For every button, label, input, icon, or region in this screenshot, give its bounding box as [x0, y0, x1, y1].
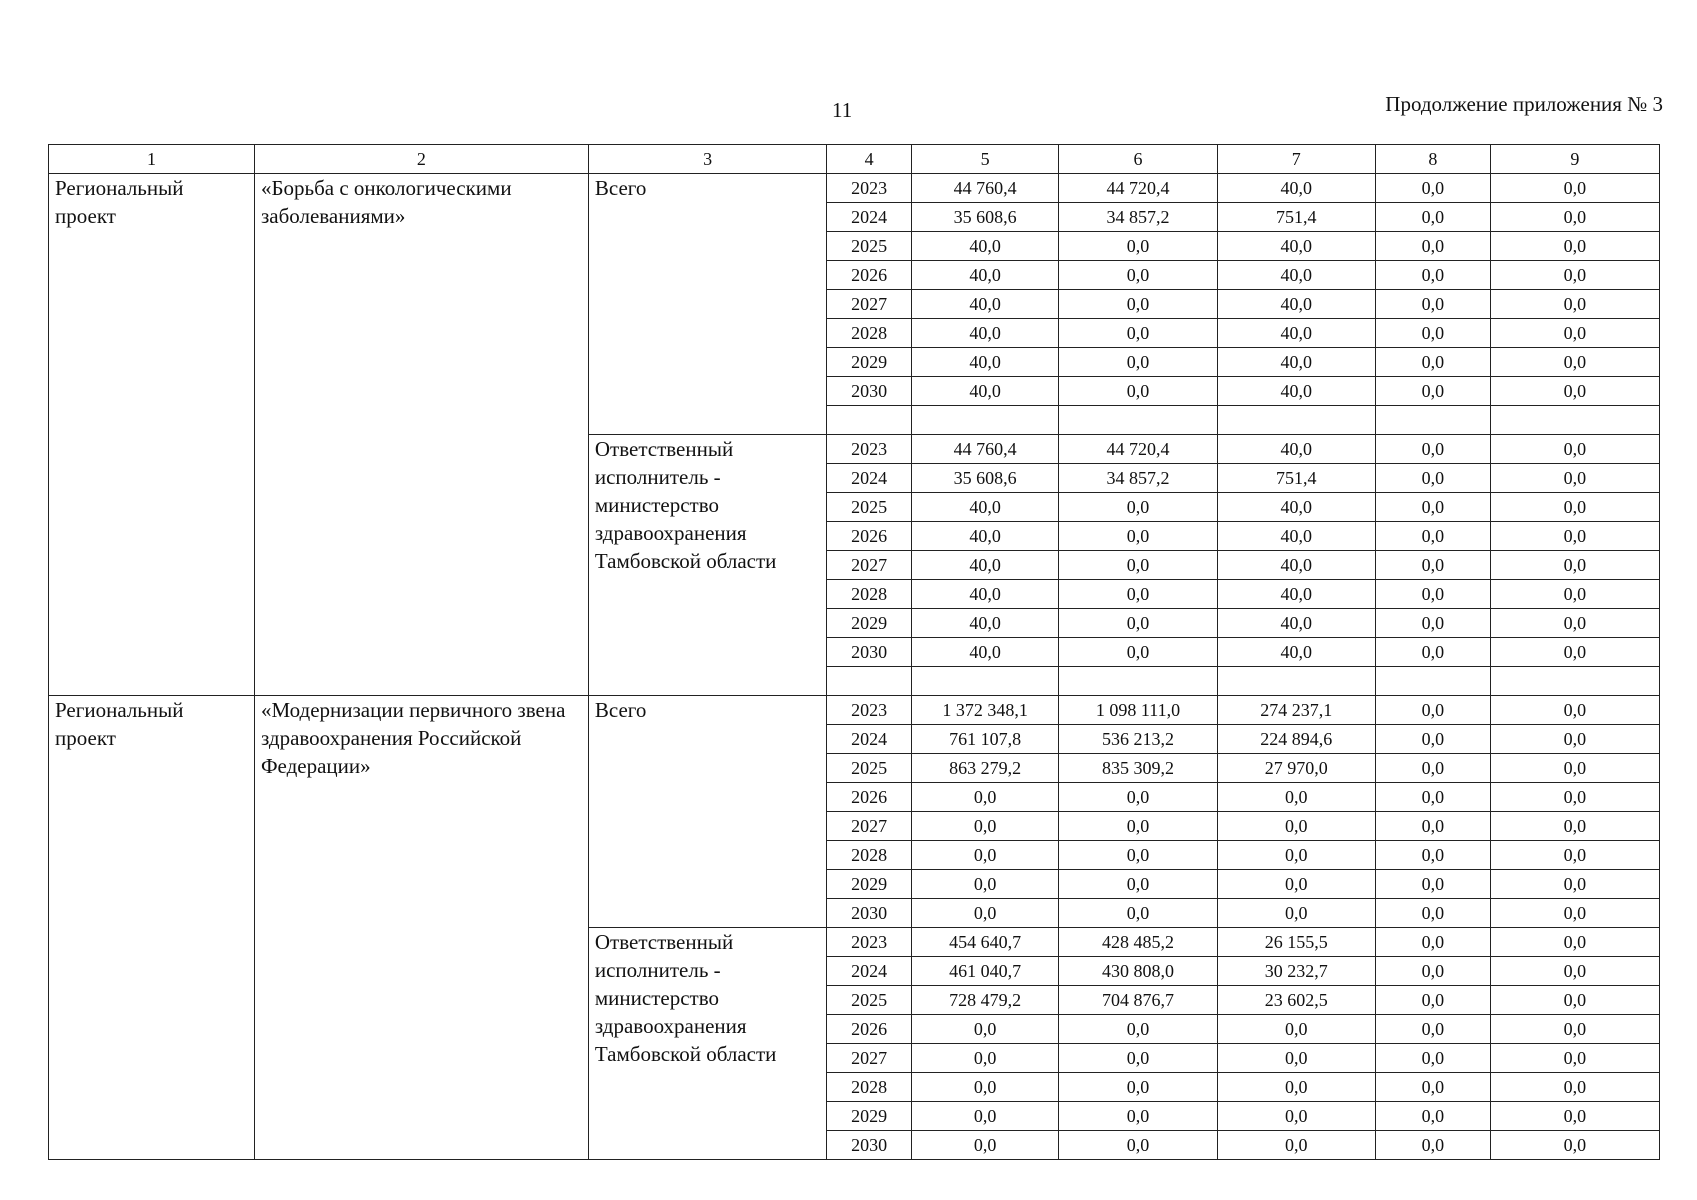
- amount-cell: 40,0: [911, 290, 1058, 319]
- amount-cell: 0,0: [1375, 377, 1490, 406]
- project-type: Региональный проект: [49, 174, 255, 696]
- amount-cell: 0,0: [1059, 1073, 1217, 1102]
- amount-cell: 0,0: [1490, 551, 1659, 580]
- amount-cell: 0,0: [1059, 899, 1217, 928]
- amount-cell: 40,0: [911, 551, 1058, 580]
- amount-cell: 0,0: [1490, 203, 1659, 232]
- amount-cell: 0,0: [1375, 899, 1490, 928]
- amount-cell: 0,0: [1059, 377, 1217, 406]
- amount-cell: 0,0: [1490, 609, 1659, 638]
- amount-cell: 0,0: [1490, 899, 1659, 928]
- amount-cell: 40,0: [911, 261, 1058, 290]
- amount-cell: 27 970,0: [1217, 754, 1375, 783]
- amount-cell: 0,0: [1490, 1102, 1659, 1131]
- amount-cell: 0,0: [1490, 1015, 1659, 1044]
- year-cell: 2024: [827, 725, 912, 754]
- amount-cell: 0,0: [1490, 348, 1659, 377]
- year-cell: 2025: [827, 754, 912, 783]
- table-body: [49, 174, 1660, 1160]
- project-name: «Борьба с онкологическими заболеваниями»: [254, 174, 588, 696]
- amount-cell: 0,0: [1375, 957, 1490, 986]
- amount-cell: 0,0: [1490, 580, 1659, 609]
- amount-cell: 0,0: [1375, 696, 1490, 725]
- amount-cell: 35 608,6: [911, 464, 1058, 493]
- amount-cell: 0,0: [1375, 1073, 1490, 1102]
- amount-cell: 835 309,2: [1059, 754, 1217, 783]
- amount-cell: 0,0: [1375, 493, 1490, 522]
- amount-cell: 44 720,4: [1059, 174, 1217, 203]
- funding-source-label: Всего: [588, 696, 827, 928]
- amount-cell: 0,0: [1375, 1131, 1490, 1160]
- amount-cell: 224 894,6: [1217, 725, 1375, 754]
- amount-cell: 34 857,2: [1059, 203, 1217, 232]
- amount-cell: 40,0: [911, 319, 1058, 348]
- year-cell: 2023: [827, 928, 912, 957]
- amount-cell: 0,0: [1059, 812, 1217, 841]
- amount-cell: 0,0: [1375, 783, 1490, 812]
- amount-cell: 0,0: [911, 783, 1058, 812]
- amount-cell: 0,0: [1375, 725, 1490, 754]
- amount-cell: 0,0: [1490, 1044, 1659, 1073]
- amount-cell: 0,0: [1059, 1131, 1217, 1160]
- amount-cell: 0,0: [1490, 493, 1659, 522]
- amount-cell: 40,0: [1217, 290, 1375, 319]
- amount-cell: 0,0: [911, 1073, 1058, 1102]
- amount-cell: 0,0: [1490, 290, 1659, 319]
- amount-cell: 0,0: [1375, 435, 1490, 464]
- amount-cell: 1 372 348,1: [911, 696, 1058, 725]
- amount-cell: 0,0: [911, 899, 1058, 928]
- amount-cell: 44 760,4: [911, 435, 1058, 464]
- amount-cell: 40,0: [1217, 551, 1375, 580]
- table-row: [49, 174, 1660, 203]
- empty-cell: [1217, 667, 1375, 696]
- year-cell: 2024: [827, 203, 912, 232]
- amount-cell: 0,0: [1490, 725, 1659, 754]
- empty-cell: [1490, 667, 1659, 696]
- amount-cell: 0,0: [1375, 580, 1490, 609]
- amount-cell: 0,0: [1217, 1131, 1375, 1160]
- year-cell: 2023: [827, 696, 912, 725]
- amount-cell: 0,0: [1217, 841, 1375, 870]
- amount-cell: 40,0: [1217, 435, 1375, 464]
- table-row: [49, 696, 1660, 725]
- amount-cell: 0,0: [1059, 319, 1217, 348]
- amount-cell: 0,0: [1375, 348, 1490, 377]
- amount-cell: 0,0: [1490, 464, 1659, 493]
- amount-cell: 0,0: [1059, 1044, 1217, 1073]
- amount-cell: 40,0: [1217, 609, 1375, 638]
- year-cell: 2030: [827, 899, 912, 928]
- amount-cell: 40,0: [911, 609, 1058, 638]
- year-cell: 2026: [827, 522, 912, 551]
- amount-cell: 0,0: [1059, 290, 1217, 319]
- appendix-note: Продолжение приложения № 3: [1385, 92, 1663, 116]
- amount-cell: 0,0: [1490, 319, 1659, 348]
- year-cell: 2024: [827, 957, 912, 986]
- year-cell: 2026: [827, 1015, 912, 1044]
- project-type: Региональный проект: [49, 696, 255, 1160]
- amount-cell: 0,0: [1375, 754, 1490, 783]
- empty-cell: [827, 667, 912, 696]
- amount-cell: 0,0: [1059, 261, 1217, 290]
- amount-cell: 0,0: [1490, 986, 1659, 1015]
- amount-cell: 0,0: [1375, 870, 1490, 899]
- amount-cell: 0,0: [1375, 203, 1490, 232]
- amount-cell: 0,0: [1217, 1073, 1375, 1102]
- amount-cell: 461 040,7: [911, 957, 1058, 986]
- funding-source-label: Ответственный исполнитель - министерство здравоохранения Тамбовской области: [588, 435, 827, 696]
- year-cell: 2023: [827, 435, 912, 464]
- amount-cell: 0,0: [1217, 1044, 1375, 1073]
- year-cell: 2025: [827, 493, 912, 522]
- amount-cell: 0,0: [1375, 174, 1490, 203]
- amount-cell: 0,0: [911, 870, 1058, 899]
- funding-source-label: Ответственный исполнитель - министерство здравоохранения Тамбовской области: [588, 928, 827, 1160]
- year-cell: 2030: [827, 638, 912, 667]
- amount-cell: 0,0: [911, 841, 1058, 870]
- amount-cell: 0,0: [1490, 812, 1659, 841]
- amount-cell: 0,0: [1375, 1102, 1490, 1131]
- amount-cell: 0,0: [1375, 464, 1490, 493]
- amount-cell: 40,0: [911, 638, 1058, 667]
- amount-cell: 751,4: [1217, 464, 1375, 493]
- amount-cell: 0,0: [1059, 1102, 1217, 1131]
- column-header: 3: [588, 145, 827, 174]
- empty-cell: [1490, 406, 1659, 435]
- amount-cell: 44 760,4: [911, 174, 1058, 203]
- amount-cell: 40,0: [911, 377, 1058, 406]
- amount-cell: 30 232,7: [1217, 957, 1375, 986]
- amount-cell: 863 279,2: [911, 754, 1058, 783]
- amount-cell: 40,0: [911, 232, 1058, 261]
- amount-cell: 40,0: [911, 522, 1058, 551]
- amount-cell: 454 640,7: [911, 928, 1058, 957]
- amount-cell: 0,0: [1217, 1102, 1375, 1131]
- amount-cell: 0,0: [1490, 783, 1659, 812]
- empty-cell: [1375, 406, 1490, 435]
- amount-cell: 274 237,1: [1217, 696, 1375, 725]
- amount-cell: 0,0: [1375, 232, 1490, 261]
- amount-cell: 0,0: [1490, 754, 1659, 783]
- year-cell: 2029: [827, 348, 912, 377]
- amount-cell: 704 876,7: [1059, 986, 1217, 1015]
- empty-cell: [911, 406, 1058, 435]
- amount-cell: 40,0: [1217, 348, 1375, 377]
- budget-table: [48, 144, 1660, 1160]
- amount-cell: 40,0: [1217, 174, 1375, 203]
- year-cell: 2026: [827, 783, 912, 812]
- column-header: 6: [1059, 145, 1217, 174]
- amount-cell: 26 155,5: [1217, 928, 1375, 957]
- amount-cell: 0,0: [1375, 638, 1490, 667]
- column-header: 2: [254, 145, 588, 174]
- year-cell: 2027: [827, 812, 912, 841]
- amount-cell: 0,0: [1490, 174, 1659, 203]
- amount-cell: 23 602,5: [1217, 986, 1375, 1015]
- amount-cell: 0,0: [1375, 609, 1490, 638]
- amount-cell: 40,0: [1217, 232, 1375, 261]
- amount-cell: 0,0: [911, 1044, 1058, 1073]
- year-cell: 2029: [827, 870, 912, 899]
- amount-cell: 40,0: [1217, 377, 1375, 406]
- amount-cell: 0,0: [911, 1102, 1058, 1131]
- column-header: 9: [1490, 145, 1659, 174]
- year-cell: 2030: [827, 377, 912, 406]
- amount-cell: 0,0: [1059, 493, 1217, 522]
- amount-cell: 0,0: [1375, 928, 1490, 957]
- year-cell: 2028: [827, 841, 912, 870]
- amount-cell: 40,0: [911, 580, 1058, 609]
- page-number: 11: [832, 98, 853, 122]
- column-header: 7: [1217, 145, 1375, 174]
- column-header: 1: [49, 145, 255, 174]
- empty-cell: [827, 406, 912, 435]
- amount-cell: 0,0: [1217, 899, 1375, 928]
- amount-cell: 0,0: [1375, 1015, 1490, 1044]
- year-cell: 2025: [827, 232, 912, 261]
- amount-cell: 0,0: [1490, 928, 1659, 957]
- amount-cell: 0,0: [1490, 261, 1659, 290]
- amount-cell: 0,0: [911, 812, 1058, 841]
- column-header: 8: [1375, 145, 1490, 174]
- year-cell: 2030: [827, 1131, 912, 1160]
- amount-cell: 40,0: [1217, 261, 1375, 290]
- empty-cell: [1059, 667, 1217, 696]
- amount-cell: 0,0: [1375, 290, 1490, 319]
- year-cell: 2023: [827, 174, 912, 203]
- amount-cell: 0,0: [1217, 870, 1375, 899]
- amount-cell: 0,0: [1490, 870, 1659, 899]
- amount-cell: 1 098 111,0: [1059, 696, 1217, 725]
- amount-cell: 0,0: [1375, 1044, 1490, 1073]
- year-cell: 2027: [827, 1044, 912, 1073]
- amount-cell: 0,0: [1059, 580, 1217, 609]
- amount-cell: 0,0: [1375, 986, 1490, 1015]
- header-row: [49, 145, 1660, 174]
- amount-cell: 44 720,4: [1059, 435, 1217, 464]
- amount-cell: 0,0: [1059, 783, 1217, 812]
- amount-cell: 0,0: [1059, 551, 1217, 580]
- year-cell: 2028: [827, 319, 912, 348]
- year-cell: 2029: [827, 1102, 912, 1131]
- amount-cell: 0,0: [1375, 841, 1490, 870]
- amount-cell: 40,0: [911, 348, 1058, 377]
- amount-cell: 0,0: [1375, 261, 1490, 290]
- year-cell: 2027: [827, 551, 912, 580]
- amount-cell: 0,0: [1059, 609, 1217, 638]
- amount-cell: 35 608,6: [911, 203, 1058, 232]
- amount-cell: 0,0: [1217, 783, 1375, 812]
- year-cell: 2028: [827, 1073, 912, 1102]
- amount-cell: 0,0: [1059, 232, 1217, 261]
- amount-cell: 728 479,2: [911, 986, 1058, 1015]
- funding-source-label: Всего: [588, 174, 827, 435]
- year-cell: 2029: [827, 609, 912, 638]
- amount-cell: 0,0: [1490, 522, 1659, 551]
- amount-cell: 0,0: [1375, 812, 1490, 841]
- amount-cell: 0,0: [1217, 812, 1375, 841]
- empty-cell: [1217, 406, 1375, 435]
- amount-cell: 0,0: [1490, 957, 1659, 986]
- amount-cell: 0,0: [911, 1131, 1058, 1160]
- amount-cell: 0,0: [1490, 435, 1659, 464]
- amount-cell: 0,0: [1059, 348, 1217, 377]
- empty-cell: [911, 667, 1058, 696]
- amount-cell: 0,0: [1490, 232, 1659, 261]
- amount-cell: 0,0: [1490, 377, 1659, 406]
- amount-cell: 0,0: [1375, 522, 1490, 551]
- amount-cell: 40,0: [911, 493, 1058, 522]
- amount-cell: 40,0: [1217, 493, 1375, 522]
- amount-cell: 751,4: [1217, 203, 1375, 232]
- column-header: 4: [827, 145, 912, 174]
- amount-cell: 0,0: [1490, 696, 1659, 725]
- amount-cell: 0,0: [1490, 1073, 1659, 1102]
- amount-cell: 0,0: [1375, 319, 1490, 348]
- amount-cell: 40,0: [1217, 522, 1375, 551]
- column-header: 5: [911, 145, 1058, 174]
- amount-cell: 0,0: [1375, 551, 1490, 580]
- project-name: «Модернизации первичного звена здравоохранения Российской Федерации»: [254, 696, 588, 1160]
- amount-cell: 0,0: [1059, 1015, 1217, 1044]
- year-cell: 2024: [827, 464, 912, 493]
- amount-cell: 0,0: [911, 1015, 1058, 1044]
- amount-cell: 0,0: [1217, 1015, 1375, 1044]
- amount-cell: 0,0: [1059, 841, 1217, 870]
- amount-cell: 0,0: [1059, 638, 1217, 667]
- year-cell: 2026: [827, 261, 912, 290]
- amount-cell: 536 213,2: [1059, 725, 1217, 754]
- amount-cell: 0,0: [1490, 841, 1659, 870]
- empty-cell: [1375, 667, 1490, 696]
- amount-cell: 0,0: [1059, 522, 1217, 551]
- empty-cell: [1059, 406, 1217, 435]
- amount-cell: 34 857,2: [1059, 464, 1217, 493]
- amount-cell: 40,0: [1217, 580, 1375, 609]
- year-cell: 2028: [827, 580, 912, 609]
- year-cell: 2025: [827, 986, 912, 1015]
- amount-cell: 0,0: [1490, 1131, 1659, 1160]
- amount-cell: 430 808,0: [1059, 957, 1217, 986]
- amount-cell: 0,0: [1059, 870, 1217, 899]
- amount-cell: 428 485,2: [1059, 928, 1217, 957]
- amount-cell: 40,0: [1217, 319, 1375, 348]
- amount-cell: 761 107,8: [911, 725, 1058, 754]
- amount-cell: 0,0: [1490, 638, 1659, 667]
- amount-cell: 40,0: [1217, 638, 1375, 667]
- year-cell: 2027: [827, 290, 912, 319]
